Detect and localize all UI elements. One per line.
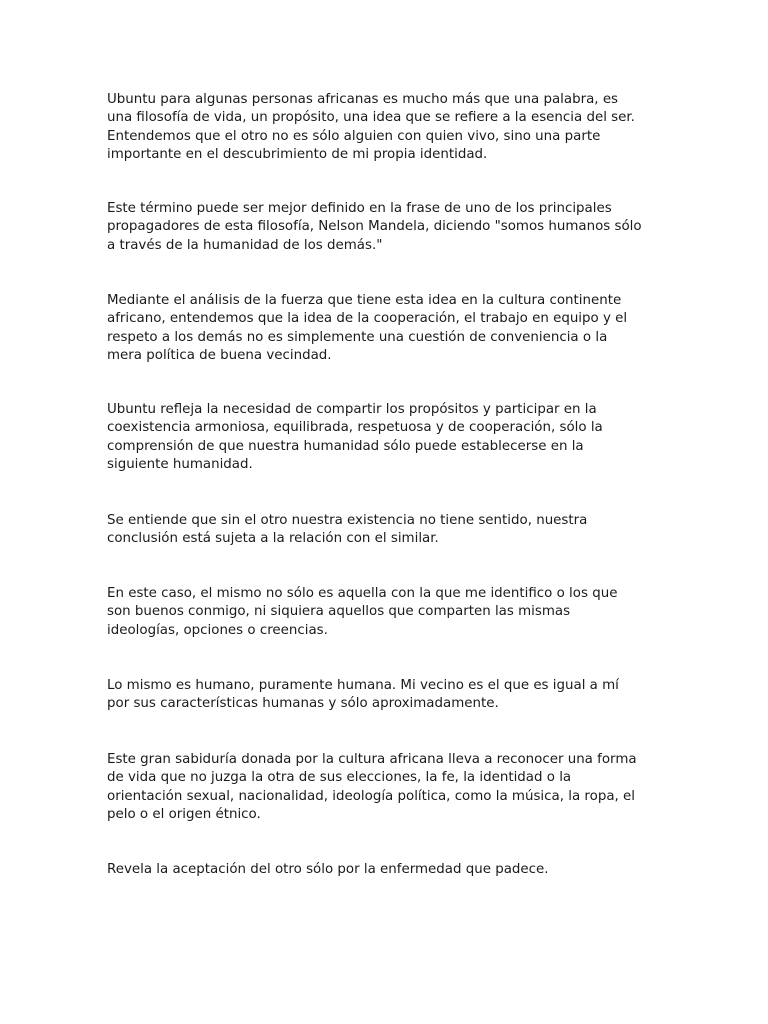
paragraph-3: Mediante el análisis de la fuerza que tiene esta idea en la cultura continente africano, entendemos que la idea de la cooperación, el trabajo en equipo y el respeto a los demás no es simplemente una cuestión de conveniencia o la mera política de buena vecindad. xyxy=(107,293,628,363)
paragraph-4: Ubuntu refleja la necesidad de compartir los propósitos y participar en la coexistencia armoniosa, equilibrada, respetuosa y de cooperación, sólo la comprensión de que nuestra humanidad sólo puede establecerse en la siguiente humanidad. xyxy=(107,402,603,472)
paragraph-9: Revela la aceptación del otro sólo por la enfermedad que padece. xyxy=(107,862,549,877)
paragraph-6: En este caso, el mismo no sólo es aquella con la que me identifico o los que son buenos conmigo, ni siquiera aquellos que comparten las mismas ideologías, opciones o creencias. xyxy=(107,586,618,638)
paragraph-8: Este gran sabiduría donada por la cultura africana lleva a reconocer una forma de vida que no juzga la otra de sus elecciones, la fe, la identidad o la orientación sexual, nacionalidad, ideología política, como la música, la ropa, el pelo o el origen étnico. xyxy=(107,752,637,822)
paragraph-5: Se entiende que sin el otro nuestra existencia no tiene sentido, nuestra conclusión está sujeta a la relación con el similar. xyxy=(107,513,588,547)
paragraph-2: Este término puede ser mejor definido en la frase de uno de los principales propagadores de esta filosofía, Nelson Mandela, diciendo "somos humanos sólo a través de la humanidad de los demás." xyxy=(107,201,642,253)
paragraph-7: Lo mismo es humano, puramente humana. Mi vecino es el que es igual a mí por sus características humanas y sólo aproximadamente. xyxy=(107,678,619,712)
paragraph-1: Ubuntu para algunas personas africanas es mucho más que una palabra, es una filosofía de vida, un propósito, una idea que se refiere a la esencia del ser. Entendemos que el otro no es sólo alguien con quien vivo, sino una parte importante en el descubrimiento de mi propia identidad. xyxy=(107,92,635,162)
